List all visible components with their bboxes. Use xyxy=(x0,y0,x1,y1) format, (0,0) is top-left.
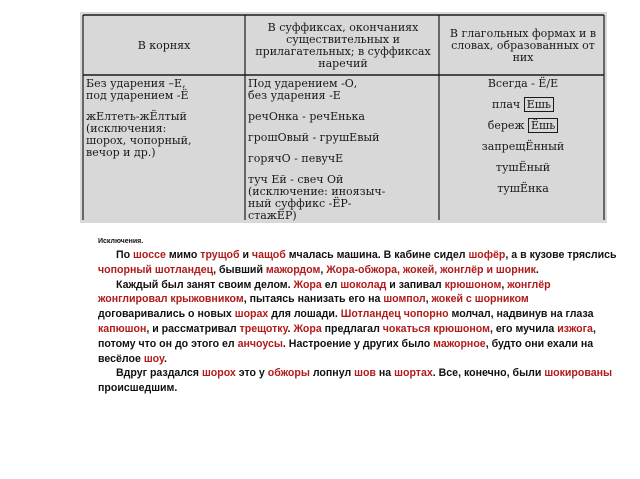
suffix-example: речОнка - речЕнька xyxy=(248,110,365,123)
text-run: это у xyxy=(235,367,268,380)
verb-example: плач Ешь xyxy=(442,99,604,111)
verb-example: тушЁный xyxy=(495,161,551,174)
column-suffixes xyxy=(248,78,438,222)
highlighted-word: трущоб xyxy=(200,249,240,261)
text-run: Вдруг раздался xyxy=(116,367,202,380)
highlighted-word: шорах xyxy=(234,308,269,321)
text-run: , и рассматривал xyxy=(146,322,240,335)
highlighted-word: шоколад xyxy=(340,278,387,291)
highlighted-word: Жора-обжора, жокей, жонглёр и шорник xyxy=(326,263,536,276)
text-run: ел xyxy=(321,278,341,291)
text-run: . xyxy=(535,263,539,276)
suffix-example: грошОвый - грушЕвый xyxy=(248,131,380,144)
roots-exception-line: вечор и др.) xyxy=(86,146,156,159)
text-run: , потому что он до этого ел xyxy=(98,322,596,350)
text-run: и xyxy=(239,249,252,261)
rules-table-scan xyxy=(80,12,607,223)
highlighted-word: шоу xyxy=(143,352,164,365)
highlighted-word: жонглёр жонглировал крыжовником xyxy=(98,278,551,306)
highlighted-word: трещотку xyxy=(239,322,288,335)
highlighted-word: чопорный шотландец xyxy=(98,263,214,276)
exceptions-text xyxy=(98,236,618,396)
header-verb-forms-label: В глагольных формах и в словах, образованных от них xyxy=(449,27,597,64)
highlighted-word: Жора xyxy=(293,322,322,335)
suffix-exception-line: ный суффикс -ЁР- xyxy=(248,197,352,210)
highlighted-word: чокаться крюшоном xyxy=(382,322,490,335)
text-run: , xyxy=(425,293,432,306)
paragraph-3 xyxy=(98,366,618,396)
suffix-example: туч Ей - свеч Ой xyxy=(248,173,344,186)
text-run: происшедшим. xyxy=(98,382,178,395)
verb-rule-line: Всегда - Ё/Е xyxy=(487,77,559,90)
paragraph-2 xyxy=(98,278,618,367)
highlighted-word: чащоб xyxy=(251,249,286,261)
text-run: мчалась машина. В кабине сидел xyxy=(285,249,469,261)
text-run: . Настроение у других было xyxy=(282,337,434,350)
highlighted-word: шортах xyxy=(394,367,433,380)
highlighted-word: шофёр xyxy=(468,249,506,261)
text-run: предлагал xyxy=(321,322,383,335)
highlighted-word: капюшон xyxy=(98,322,147,335)
text-run: и запивал xyxy=(386,278,445,291)
text-run: лопнул xyxy=(309,367,355,380)
text-run: , его мучила xyxy=(489,322,558,335)
text-run: мимо xyxy=(165,249,201,261)
header-suffixes xyxy=(248,16,438,76)
text-run: для лошади. xyxy=(268,308,341,321)
suffix-rule-line: Под ударением -О, xyxy=(248,77,358,90)
text-run: договаривались о новых xyxy=(98,308,235,321)
paragraph-1 xyxy=(98,248,618,278)
text-run: , xyxy=(320,263,327,276)
header-suffixes-label: В суффиксах, окончаниях существительных и прилагательных; в суффиксах наречий xyxy=(255,21,431,70)
highlighted-word: мажордом xyxy=(265,263,321,276)
verb-example: тушЁнка xyxy=(497,182,549,195)
highlighted-word: Шотландец чопорно xyxy=(340,308,449,321)
header-verb-forms xyxy=(442,16,604,76)
text-run: . xyxy=(287,322,294,335)
text-run: , а в кузове тряслись xyxy=(505,249,617,261)
text-run: на xyxy=(375,367,395,380)
verb-ending-box: Ёшь xyxy=(528,118,558,133)
roots-rule-line: под ударением -Ё xyxy=(86,89,189,102)
suffix-exception-line: стажЁР) xyxy=(248,209,297,222)
suffix-exception-line: (исключение: иноязыч- xyxy=(248,185,386,198)
exceptions-caption: Исключения. xyxy=(98,238,144,245)
highlighted-word: крюшоном xyxy=(444,278,502,291)
roots-exception-line: (исключения: xyxy=(86,122,167,135)
column-roots xyxy=(86,78,244,159)
highlighted-word: шомпол xyxy=(383,293,426,306)
roots-example: жЕлтеть-жЁлтый xyxy=(86,110,187,123)
highlighted-word: шокированы xyxy=(544,367,613,380)
verb-example: запрещЁнный xyxy=(481,140,565,153)
highlighted-word: изжога xyxy=(557,322,593,335)
suffix-rule-line: без ударения -Е xyxy=(248,89,341,102)
text-run: , пытаясь нанизать его на xyxy=(243,293,384,306)
text-run: Каждый был занят своим делом. xyxy=(116,278,294,291)
text-run: . Все, конечно, были xyxy=(432,367,545,380)
highlighted-word: анчоусы xyxy=(237,337,283,350)
text-run: , xyxy=(501,278,508,291)
highlighted-word: обжоры xyxy=(267,367,310,380)
text-run: , бывший xyxy=(213,263,266,276)
highlighted-word: шорох xyxy=(201,367,236,380)
column-verb-forms xyxy=(442,78,604,195)
text-run: , будто они ехали на весёлое xyxy=(98,337,594,365)
header-roots-label: В корнях xyxy=(137,39,191,52)
text-run: молчал, надвинув на глаза xyxy=(448,308,594,321)
highlighted-word: Жора xyxy=(293,278,322,291)
text-run: . xyxy=(163,352,167,365)
highlighted-word: шоссе xyxy=(133,249,166,261)
highlighted-word: мажорное xyxy=(433,337,486,350)
text-run: По xyxy=(116,249,134,261)
highlighted-word: жокей с шорником xyxy=(431,293,529,306)
roots-exception-line: шорох, чопорный, xyxy=(86,134,192,147)
suffix-example: горячО - певучЕ xyxy=(248,152,344,165)
highlighted-word: шов xyxy=(354,367,376,380)
roots-rule-line: Без ударения –Е, xyxy=(86,77,186,90)
header-roots xyxy=(84,16,244,76)
verb-ending-box: Ешь xyxy=(524,97,554,112)
verb-example: береж Ёшь xyxy=(442,120,604,132)
